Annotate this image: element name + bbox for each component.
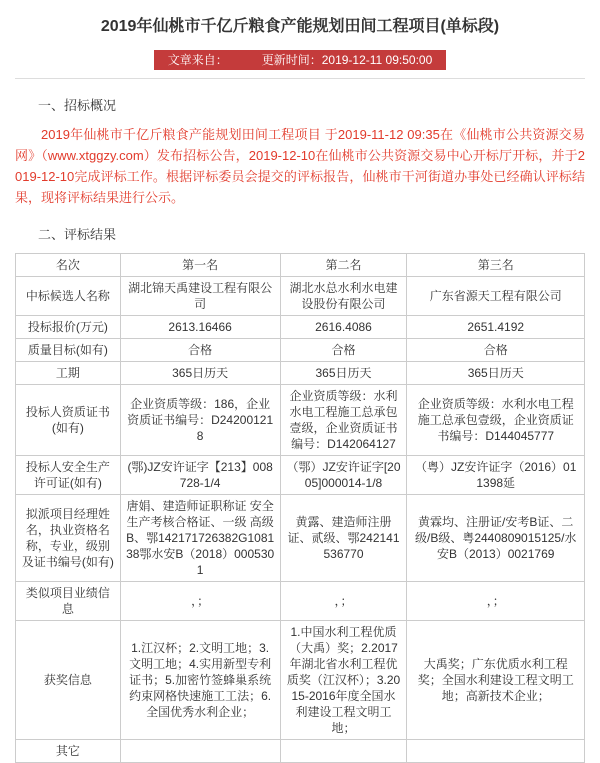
meta-bar [154,50,447,70]
table-cell: （粤）JZ安许证字（2016）011398延 [407,456,585,495]
header-divider [15,78,585,79]
table-cell: ，； [280,582,407,621]
table-cell: 2651.4192 [407,316,585,339]
row-label: 质量目标(如有) [16,339,121,362]
table-cell [120,740,280,763]
table-cell: 湖北锦天禹建设工程有限公司 [120,277,280,316]
table-row [16,277,585,316]
table-cell: 合格 [120,339,280,362]
row-label: 其它 [16,740,121,763]
table-cell: 唐娟、建造师证职称证 安全生产考核合格证、一级 高级 B、鄂142171726382G108138鄂水安B（2018）0005301 [120,495,280,582]
table-cell: 黄霖均、注册证/安考B证、二级/B级、粤2440809015125/水安B（2013）0021769 [407,495,585,582]
table-cell: 合格 [407,339,585,362]
table-cell: (鄂)JZ安许证字【213】008728-1/4 [120,456,280,495]
section-results-heading: 二、评标结果 [38,227,117,242]
update-time-label: 更新时间：2019-12-11 09:50:00 [261,53,433,67]
table-cell: 365日历天 [280,362,407,385]
meta-row [0,50,600,70]
table-row [16,316,585,339]
table-cell: ，； [407,582,585,621]
table-row [16,740,585,763]
table-row [16,385,585,456]
table-cell: 企业资质等级：水利水电工程施工总承包壹级，企业资质证书编号：D144045777 [407,385,585,456]
table-cell: （鄂）JZ安许证字[2005]000014-1/8 [280,456,407,495]
table-header-row [16,254,585,277]
row-label: 中标候选人名称 [16,277,121,316]
table-row [16,456,585,495]
table-cell: 365日历天 [407,362,585,385]
table-cell-highlighted: 湖北水总水利水电建设股份有限公司 [280,277,407,316]
column-header-third: 第三名 [407,254,585,277]
table-cell: 365日历天 [120,362,280,385]
page-title: 2019年仙桃市千亿斤粮食产能规划田间工程项目(单标段) [100,18,500,35]
table-cell: 大禹奖；广东优质水利工程奖；全国水利建设工程文明工地；高新技术企业； [407,621,585,740]
table-row [16,362,585,385]
article-source-label: 文章来自： [167,53,228,67]
table-cell: 合格 [280,339,407,362]
column-header-second: 第二名 [280,254,407,277]
row-label: 获奖信息 [16,621,121,740]
table-row [16,495,585,582]
row-label: 投标报价(万元) [16,316,121,339]
evaluation-results-table [15,253,585,763]
column-header-rank: 名次 [16,254,121,277]
column-header-first: 第一名 [120,254,280,277]
table-row [16,621,585,740]
table-cell: 2616.4086 [280,316,407,339]
overview-paragraph: 2019年仙桃市千亿斤粮食产能规划田间工程项目 于2019-11-12 09:35在《仙桃市公共资源交易网》（www.xtggzy.com）发布招标公告，2019-12-10在仙桃市公共资源交易中心开标厅开标，并于2019-12-10完成评标工作。根据评标委员会提交的评标报告，仙桃市干河街道办事处已经确认评标结果，现将评标结果进行公示。 [15,127,585,205]
table-cell: 1.江汉杯；2.文明工地；3.文明工地；4.实用新型专利证书；5.加密竹签蜂巢系统约束网格快速施工工法；6.全国优秀水利企业； [120,621,280,740]
row-label: 投标人资质证书(如有) [16,385,121,456]
row-label: 投标人安全生产许可证(如有) [16,456,121,495]
table-cell [407,740,585,763]
row-label: 工期 [16,362,121,385]
row-label: 类似项目业绩信息 [16,582,121,621]
table-cell: 广东省源天工程有限公司 [407,277,585,316]
table-cell: 黄露、建造师注册证、贰级、鄂242141536770 [280,495,407,582]
table-cell: ，； [120,582,280,621]
row-label: 拟派项目经理姓名，执业资格名称，专业，级别及证书编号(如有) [16,495,121,582]
table-cell: 企业资质等级：186，企业资质证书编号：D242001218 [120,385,280,456]
section-overview-heading: 一、招标概况 [38,98,117,113]
table-cell: 1.中国水利工程优质（大禹）奖；2.2017年湖北省水利工程优质奖（江汉杯）；3.2015-2016年度全国水利建设工程文明工地； [280,621,407,740]
table-cell: 企业资质等级：水利水电工程施工总承包壹级，企业资质证书编号：D142064127 [280,385,407,456]
table-cell: 2613.16466 [120,316,280,339]
table-row [16,339,585,362]
table-row [16,582,585,621]
table-cell [280,740,407,763]
